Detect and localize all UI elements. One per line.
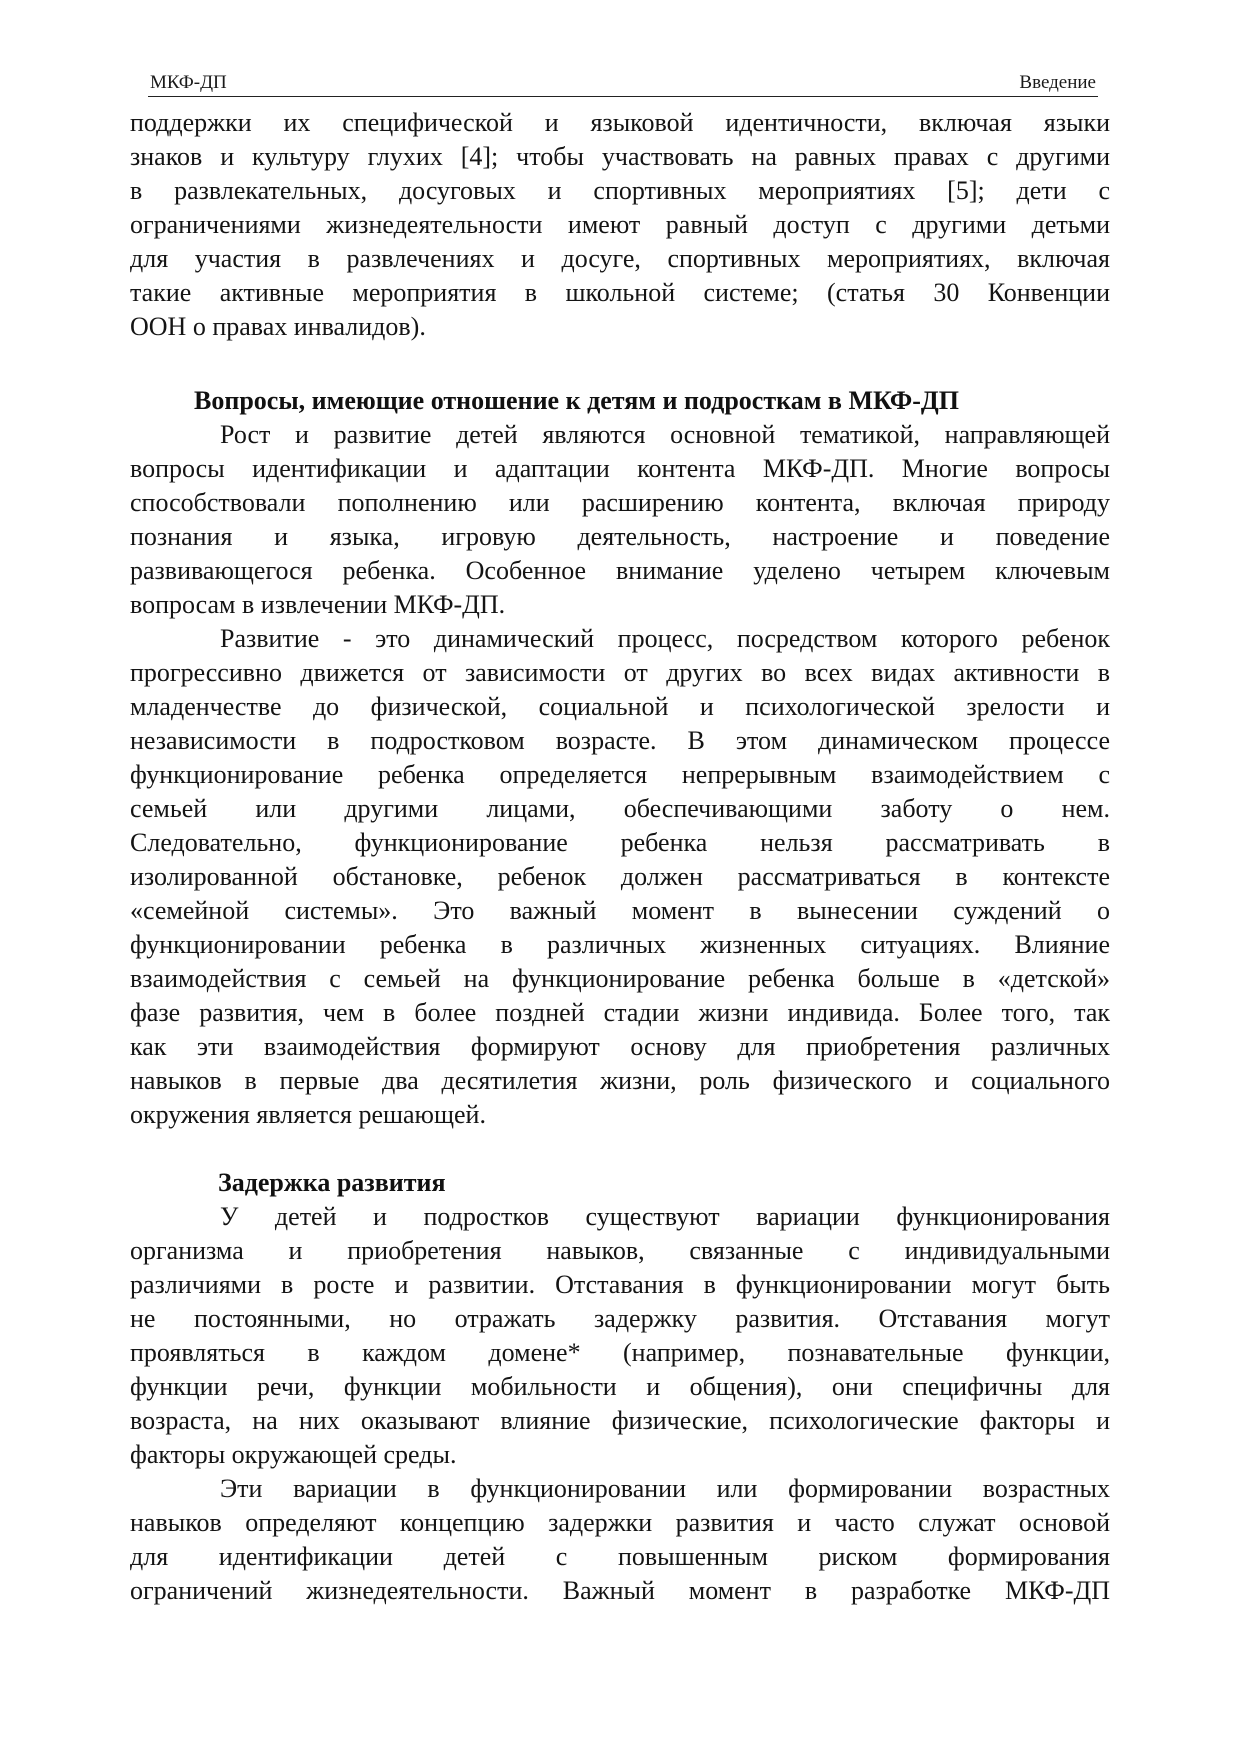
text-line: младенчестве до физической, социальной и психологической зрелости и bbox=[130, 692, 1110, 721]
section-heading: Задержка развития bbox=[218, 1168, 446, 1197]
text-line: такие активные мероприятия в школьной системе; (статья 30 Конвенции bbox=[130, 278, 1110, 307]
text-line: функционировании ребенка в различных жизненных ситуациях. Влияние bbox=[130, 930, 1110, 959]
text-line: проявляться в каждом домене* (например, познавательные функции, bbox=[130, 1338, 1110, 1367]
text-line: взаимодействия с семьей на функционирование ребенка больше в «детской» bbox=[130, 964, 1110, 993]
text-line: поддержки их специфической и языковой идентичности, включая языки bbox=[130, 108, 1110, 137]
text-line: для идентификации детей с повышенным риском формирования bbox=[130, 1542, 1110, 1571]
text-line: вопросам в извлечении МКФ-ДП. bbox=[130, 590, 506, 619]
text-line: развивающегося ребенка. Особенное внимание уделено четырем ключевым bbox=[130, 556, 1110, 585]
section-heading: Вопросы, имеющие отношение к детям и подросткам в МКФ-ДП bbox=[194, 386, 960, 415]
paragraph-variations bbox=[130, 1472, 1110, 1608]
text-line: знаков и культуру глухих [4]; чтобы участвовать на равных правах с другими bbox=[130, 142, 1110, 171]
text-line: изолированной обстановке, ребенок должен рассматриваться в контексте bbox=[130, 862, 1110, 891]
text-line: возраста, на них оказывают влияние физические, психологические факторы и bbox=[130, 1406, 1110, 1435]
text-line: фазе развития, чем в более поздней стадии жизни индивида. Более того, так bbox=[130, 998, 1110, 1027]
text-line: как эти взаимодействия формируют основу для приобретения различных bbox=[130, 1032, 1110, 1061]
text-line: ограничений жизнедеятельности. Важный момент в разработке МКФ-ДП bbox=[130, 1576, 1110, 1605]
text-line: У детей и подростков существуют вариации функционирования bbox=[220, 1202, 1110, 1231]
text-line: факторы окружающей среды. bbox=[130, 1440, 457, 1469]
text-line: функции речи, функции мобильности и общения), они специфичны для bbox=[130, 1372, 1110, 1401]
header-section: Введение bbox=[1019, 72, 1096, 93]
paragraph-delay bbox=[130, 1200, 1110, 1472]
text-line: навыков в первые два десятилетия жизни, роль физического и социального bbox=[130, 1066, 1110, 1095]
running-header bbox=[148, 70, 1098, 97]
text-line: прогрессивно движется от зависимости от других во всех видах активности в bbox=[130, 658, 1110, 687]
section-heading-1 bbox=[130, 384, 1110, 418]
text-line: в развлекательных, досуговых и спортивных мероприятиях [5]; дети с bbox=[130, 176, 1110, 205]
text-line: для участия в развлечениях и досуге, спортивных мероприятиях, включая bbox=[130, 244, 1110, 273]
text-line: Рост и развитие детей являются основной тематикой, направляющей bbox=[220, 420, 1110, 449]
text-line: способствовали пополнению или расширению контента, включая природу bbox=[130, 488, 1110, 517]
text-line: навыков определяют концепцию задержки развития и часто служат основой bbox=[130, 1508, 1110, 1537]
text-line: «семейной системы». Это важный момент в вынесении суждений о bbox=[130, 896, 1110, 925]
text-line: организма и приобретения навыков, связанные с индивидуальными bbox=[130, 1236, 1110, 1265]
text-line: функционирование ребенка определяется непрерывным взаимодействием с bbox=[130, 760, 1110, 789]
paragraph-continuation bbox=[130, 106, 1110, 344]
text-line: семьей или другими лицами, обеспечивающими заботу о нем. bbox=[130, 794, 1110, 823]
text-line: Эти вариации в функционировании или формировании возрастных bbox=[220, 1474, 1110, 1503]
text-line: Следовательно, функционирование ребенка нельзя рассматривать в bbox=[130, 828, 1110, 857]
section-heading-2 bbox=[130, 1166, 1110, 1200]
paragraph-development bbox=[130, 622, 1110, 1132]
text-line: вопросы идентификации и адаптации контента МКФ-ДП. Многие вопросы bbox=[130, 454, 1110, 483]
text-line: познания и языка, игровую деятельность, настроение и поведение bbox=[130, 522, 1110, 551]
text-line: ООН о правах инвалидов). bbox=[130, 312, 426, 341]
text-line: различиями в росте и развитии. Отставания в функционировании могут быть bbox=[130, 1270, 1110, 1299]
text-line: окружения является решающей. bbox=[130, 1100, 486, 1129]
text-line: Развитие - это динамический процесс, посредством которого ребенок bbox=[220, 624, 1110, 653]
paragraph-growth bbox=[130, 418, 1110, 622]
text-line: не постоянными, но отражать задержку развития. Отставания могут bbox=[130, 1304, 1110, 1333]
text-line: ограничениями жизнедеятельности имеют равный доступ с другими детьми bbox=[130, 210, 1110, 239]
text-line: независимости в подростковом возрасте. В этом динамическом процессе bbox=[130, 726, 1110, 755]
header-title: МКФ-ДП bbox=[150, 72, 227, 93]
